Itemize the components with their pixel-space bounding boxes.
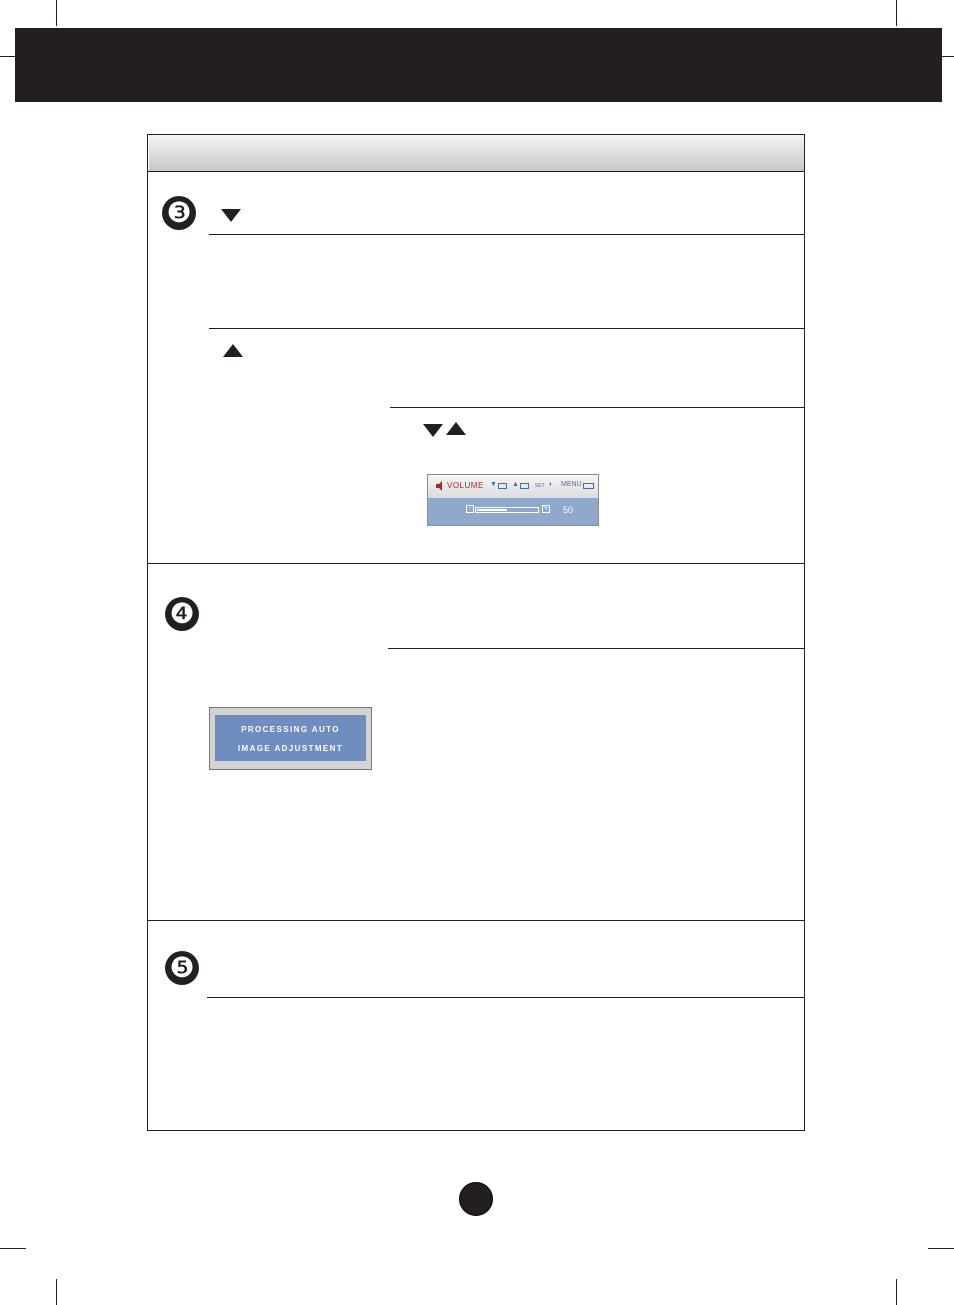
crop-mark <box>56 0 57 26</box>
minus-key-icon <box>498 483 507 489</box>
table-header <box>149 135 804 171</box>
volume-osd-title-bar <box>428 475 598 498</box>
up-arrow-icon: ▲ <box>512 481 519 488</box>
row-divider <box>209 328 805 329</box>
down-arrow-icon <box>221 209 241 222</box>
set-icon: ◐ <box>549 481 554 488</box>
volume-slider <box>475 507 539 513</box>
crop-mark <box>0 1248 26 1249</box>
page-header-bar <box>15 28 942 102</box>
row-divider <box>390 407 805 408</box>
processing-osd-panel <box>215 715 366 761</box>
controls-table <box>147 134 805 1131</box>
volume-minus-button: - <box>466 505 474 513</box>
up-arrow-icon <box>223 344 243 357</box>
volume-osd-title: VOLUME <box>447 481 484 490</box>
row-divider <box>388 648 805 649</box>
section-number-4: ❹ <box>165 597 199 631</box>
menu-key-icon <box>583 483 594 489</box>
crop-mark <box>896 0 897 26</box>
processing-osd-line-1: PROCESSING AUTO <box>241 725 340 734</box>
row-divider <box>209 234 805 235</box>
volume-value: 50 <box>563 505 574 515</box>
crop-mark <box>928 1248 954 1249</box>
menu-label: MENU <box>561 481 582 488</box>
section-number-5: ❺ <box>165 951 199 985</box>
section-number-3: ❸ <box>162 196 196 230</box>
speaker-icon <box>435 480 445 492</box>
processing-osd-line-2: IMAGE ADJUSTMENT <box>237 744 344 753</box>
row-divider <box>207 997 805 998</box>
crop-mark <box>56 1279 57 1305</box>
plus-key-icon <box>520 483 529 489</box>
processing-auto-osd <box>209 707 372 770</box>
section-divider <box>148 920 805 921</box>
volume-slider-fill <box>477 509 507 511</box>
volume-osd <box>427 474 599 526</box>
down-arrow-icon <box>423 424 443 437</box>
volume-plus-button: + <box>543 505 549 512</box>
up-arrow-icon <box>446 422 466 435</box>
table-header-divider <box>148 171 805 172</box>
set-label: SET <box>535 483 545 489</box>
section-divider <box>148 563 805 564</box>
down-arrow-icon: ▼ <box>490 481 497 488</box>
page-number-badge <box>459 1182 493 1216</box>
crop-mark <box>896 1279 897 1305</box>
